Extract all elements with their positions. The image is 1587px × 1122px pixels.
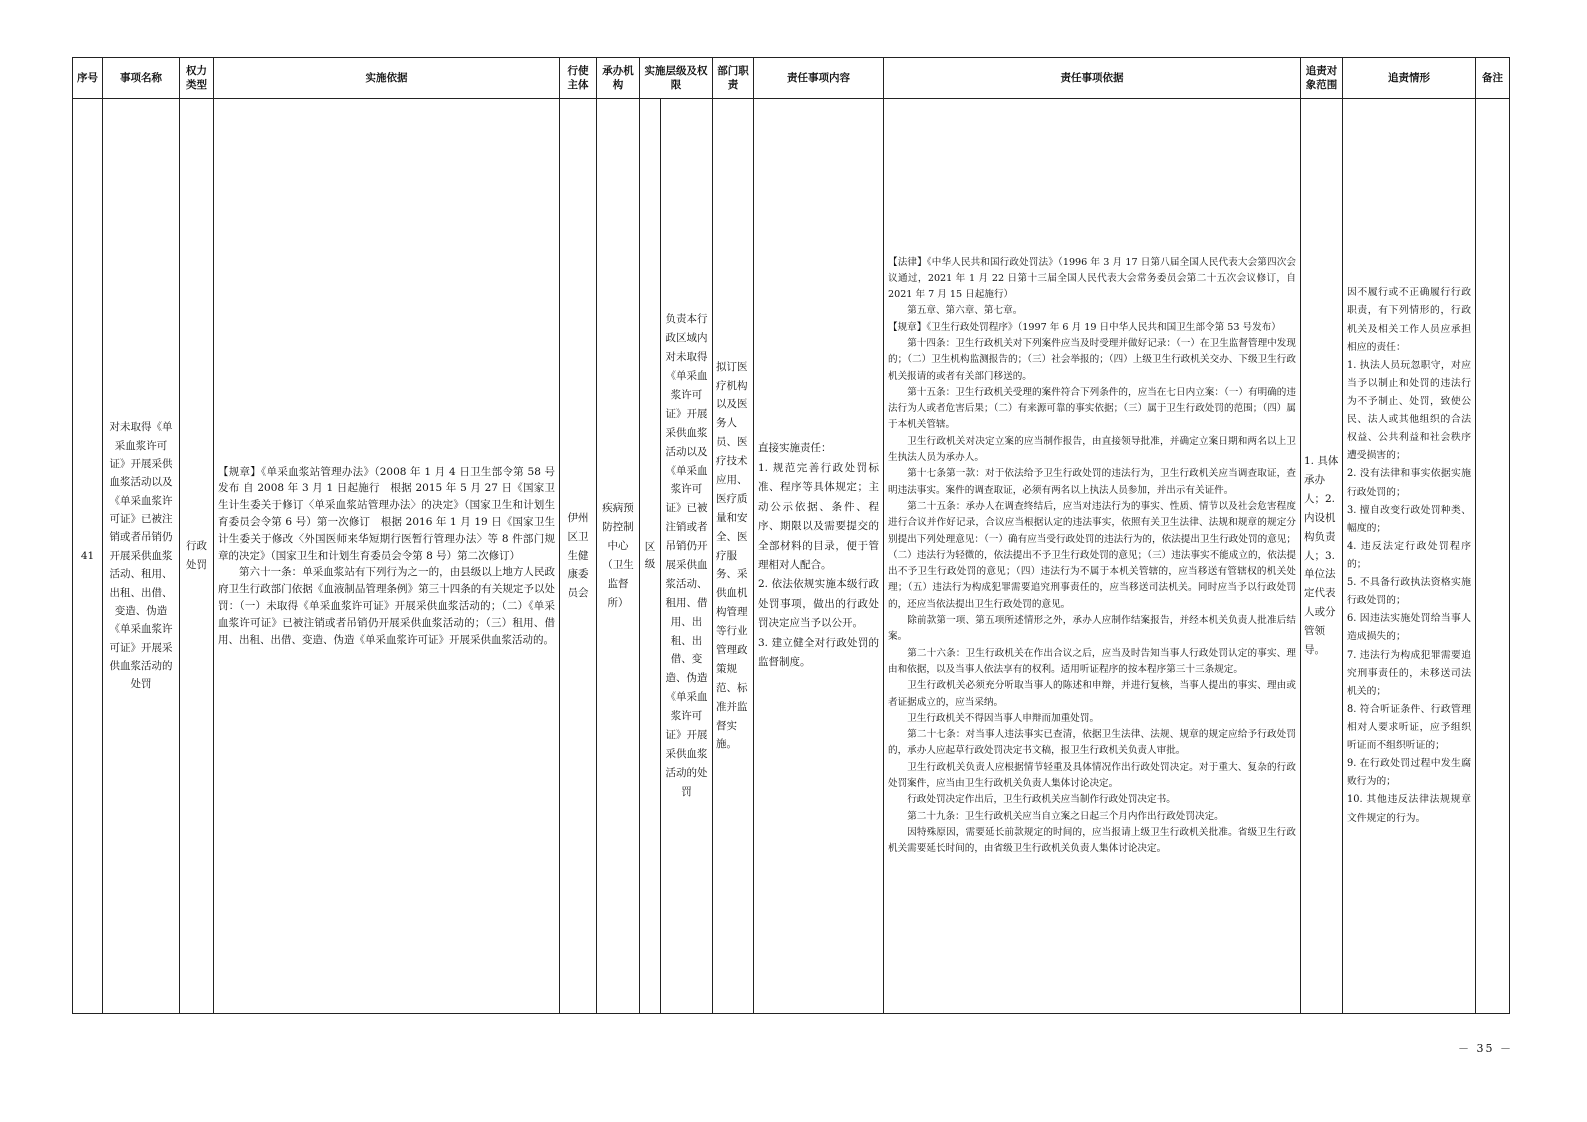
cell-resp-basis <box>884 99 1301 1014</box>
cell-subject: 伊州区卫生健康委员会 <box>560 99 597 1014</box>
resp-basis-paragraph: 第二十五条：承办人在调查终结后，应当对违法行为的事实、性质、情节以及社会危害程度进行合议并作好记录，合议应当根据认定的违法事实，依照有关卫生法律、法规和规章的规定分别提出下列处理意见：（一）确有应当受行政处罚的违法行为的，依法提出卫生行政处罚的意见；（二）违法行为轻微的，依法提出不予卫生行政处罚的意见；（三）违法事实不能成立的，依法提出不予卫生行政处罚的意见；（四）违法行为不属于本机关管辖的，应当移送有管辖权的机关处理；（五）违法行为构成犯罪需要追究刑事责任的，应当移送司法机关。同时应当予以行政处罚的，还应当依法提出卫生行政处罚的意见。 <box>888 500 1296 610</box>
basis-paragraph: 【规章】《单采血浆站管理办法》（2008 年 1 月 4 日卫生部令第 58 号发布 自 2008 年 3 月 1 日起施行 根据 2015 年 5 月 27 日《国家卫生计生委关于修订〈单采血浆站管理办法〉的决定》（国家卫生和计划生育委员会令第 6 号）第一次修订 根据 2016 年 1 月 19 日《国家卫生计生委关于修改〈外国医师来华短期行医暂行管理办法〉等 8 件部门规章的决定》（国家卫生和计划生育委员会令第 8 号）第二次修订） <box>218 465 555 562</box>
basis-paragraph: 第六十一条：单采血浆站有下列行为之一的，由县级以上地方人民政府卫生行政部门依据《血液制品管理条例》第三十四条的有关规定予以处罚：（一）未取得《单采血浆许可证》开展采供血浆活动的；（二）《单采血浆许可证》已被注销或者吊销仍开展采供血浆活动的；（三）租用、借用、出租、出借、变造、伪造《单采血浆许可证》开展采供血浆活动的。 <box>218 566 555 646</box>
page-number: － 35 － <box>1458 1042 1513 1055</box>
resp-basis-paragraph: 第十五条：卫生行政机关受理的案件符合下列条件的，应当在七日内立案：（一）有明确的违法行为人或者危害后果；（二）有来源可靠的事实依据；（三）属于卫生行政处罚的范围；（四）属于本机关管辖。 <box>888 386 1296 431</box>
resp-basis-paragraph: 行政处罚决定作出后，卫生行政机关应当制作行政处罚决定书。 <box>907 794 1176 806</box>
header-scope: 追责对象范围 <box>1301 58 1343 99</box>
header-basis: 实施依据 <box>214 58 560 99</box>
cell-scope: 1. 具体承办人；2. 内设机构负责人；3. 单位法定代表人或分管领导。 <box>1301 99 1343 1014</box>
situation-item: 8. 符合听证条件、行政管理相对人要求听证，应予组织听证而不组织听证的； <box>1347 703 1471 752</box>
situation-item: 因不履行或不正确履行行政职责，有下列情形的，行政机关及相关工作人员应承担相应的责任： <box>1347 287 1471 353</box>
situation-item: 2. 没有法律和事实依据实施行政处罚的； <box>1347 468 1471 498</box>
situation-item: 10. 其他违反法律法规规章文件规定的行为。 <box>1347 794 1471 824</box>
situation-item: 9. 在行政处罚过程中发生腐败行为的； <box>1347 758 1471 788</box>
resp-basis-paragraph: 卫生行政机关必须充分听取当事人的陈述和申辩，并进行复核，当事人提出的事实、理由或者证据成立的，应当采纳。 <box>888 680 1296 708</box>
resp-basis-paragraph: 卫生行政机关对决定立案的应当制作报告，由直接领导批准，并确定立案日期和两名以上卫生执法人员为承办人。 <box>888 435 1296 464</box>
situation-item: 7. 违法行为构成犯罪需要追究刑事责任的，未移送司法机关的； <box>1347 649 1471 697</box>
resp-basis-paragraph: 第二十九条：卫生行政机关应当自立案之日起三个月内作出行政处罚决定。 <box>907 810 1224 822</box>
header-dept: 部门职责 <box>713 58 754 99</box>
cell-dept: 拟订医疗机构以及医务人员、医疗技术应用、医疗质量和安全、医疗服务、采供血机构管理等行业管理政策规范、标准并监督实施。 <box>713 99 754 1014</box>
resp-basis-paragraph: 卫生行政机关负责人应根据情节轻重及具体情况作出行政处罚决定。对于重大、复杂的行政处罚案件，应当由卫生行政机关负责人集体讨论决定。 <box>888 761 1296 789</box>
resp-basis-paragraph: 第二十七条：对当事人违法事实已查清，依据卫生法律、法规、规章的规定应给予行政处罚的，承办人应起草行政处罚决定书文稿，报卫生行政机关负责人审批。 <box>888 729 1296 757</box>
header-resp-basis: 责任事项依据 <box>884 58 1301 99</box>
cell-power-type: 行政处罚 <box>180 99 214 1014</box>
resp-basis-paragraph: 第五章、第六章、第七章。 <box>907 305 1023 317</box>
header-situation: 追责情形 <box>1343 58 1476 99</box>
cell-resp-content <box>754 99 884 1014</box>
resp-basis-paragraph: 除前款第一项、第五项所述情形之外，承办人应制作结案报告，并经本机关负责人批准后结案。 <box>888 615 1296 643</box>
situation-item: 5. 不具备行政执法资格实施行政处罚的； <box>1347 577 1471 607</box>
cell-basis <box>214 99 560 1014</box>
resp-content-line: 2. 依法依规实施本级行政处罚事项，做出的行政处罚决定应当予以公开。 <box>758 578 879 630</box>
cell-name: 对未取得《单采血浆许可证》开展采供血浆活动以及《单采血浆许可证》已被注销或者吊销仍开展采供血浆活动、租用、出租、出借、变造、伪造《单采血浆许可证》开展采供血浆活动的处罚 <box>103 99 180 1014</box>
cell-level-detail: 负责本行政区域内对未取得《单采血浆许可证》开展采供血浆活动以及《单采血浆许可证》已被注销或者吊销仍开展采供血浆活动、租用、借用、出租、出借、变造、伪造《单采血浆许可证》开展采供血浆活动的处罚 <box>661 99 713 1014</box>
table-row <box>73 99 1510 1014</box>
cell-situation <box>1343 99 1476 1014</box>
cell-seq: 41 <box>73 99 103 1014</box>
resp-basis-paragraph: 第十七条第一款：对于依法给予卫生行政处罚的违法行为，卫生行政机关应当调查取证，查明违法事实。案件的调查取证，必须有两名以上执法人员参加，并出示有关证件。 <box>888 468 1296 496</box>
resp-basis-paragraph: 【规章】《卫生行政处罚程序》（1997 年 6 月 19 日中华人民共和国卫生部令第 53 号发布） <box>888 321 1281 333</box>
header-subject: 行使主体 <box>560 58 597 99</box>
cell-agency: 疾病预防控制中心（卫生监督所） <box>597 99 640 1014</box>
cell-remark <box>1476 99 1510 1014</box>
resp-basis-paragraph: 卫生行政机关不得因当事人申辩而加重处罚。 <box>907 712 1100 724</box>
header-name: 事项名称 <box>103 58 180 99</box>
header-row <box>73 58 1510 99</box>
header-resp-content: 责任事项内容 <box>754 58 884 99</box>
header-seq: 序号 <box>73 58 103 99</box>
resp-content-line: 1. 规范完善行政处罚标准、程序等具体规定；主动公示依据、条件、程序、期限以及需要提交的全部材料的目录，便于管理相对人配合。 <box>758 461 879 571</box>
situation-item: 6. 因违法实施处罚给当事人造成损失的； <box>1347 613 1471 643</box>
resp-basis-paragraph: 第二十六条：卫生行政机关在作出合议之后，应当及时告知当事人行政处罚认定的事实、理由和依据，以及当事人依法享有的权利。适用听证程序的按本程序第三十三条规定。 <box>888 647 1296 675</box>
header-power-type: 权力类型 <box>180 58 214 99</box>
responsibility-table <box>72 57 1510 1014</box>
situation-item: 4. 违反法定行政处罚程序的； <box>1347 540 1471 570</box>
cell-level: 区级 <box>640 99 661 1014</box>
resp-basis-paragraph: 第十四条：卫生行政机关对下列案件应当及时受理并做好记录：（一）在卫生监督管理中发现的；（二）卫生机构监测报告的；（三）社会举报的；（四）上级卫生行政机关交办、下级卫生行政机关报请的或者有关部门移送的。 <box>888 337 1296 382</box>
header-remark: 备注 <box>1476 58 1510 99</box>
header-agency: 承办机构 <box>597 58 640 99</box>
resp-basis-paragraph: 因特殊原因，需要延长前款规定的时间的，应当报请上级卫生行政机关批准。省级卫生行政机关需要延长时间的，由省级卫生行政机关负责人集体讨论决定。 <box>888 826 1296 855</box>
resp-content-line: 3. 建立健全对行政处罚的监督制度。 <box>758 636 879 669</box>
situation-item: 1. 执法人员玩忽职守，对应当予以制止和处罚的违法行为不予制止、处罚，致使公民、法人或其他组织的合法权益、公共利益和社会秩序遭受损害的； <box>1347 359 1471 462</box>
header-level: 实施层级及权限 <box>640 58 713 99</box>
resp-content-line: 直接实施责任： <box>758 442 832 455</box>
resp-basis-paragraph: 【法律】《中华人民共和国行政处罚法》（1996 年 3 月 17 日第八届全国人民代表大会第四次会议通过，2021 年 1 月 22 日第十三届全国人民代表大会常务委员会第二十五次会议修订，自 2021 年 7 月 15 日起施行） <box>888 256 1296 301</box>
situation-item: 3. 擅自改变行政处罚种类、幅度的； <box>1347 504 1471 534</box>
